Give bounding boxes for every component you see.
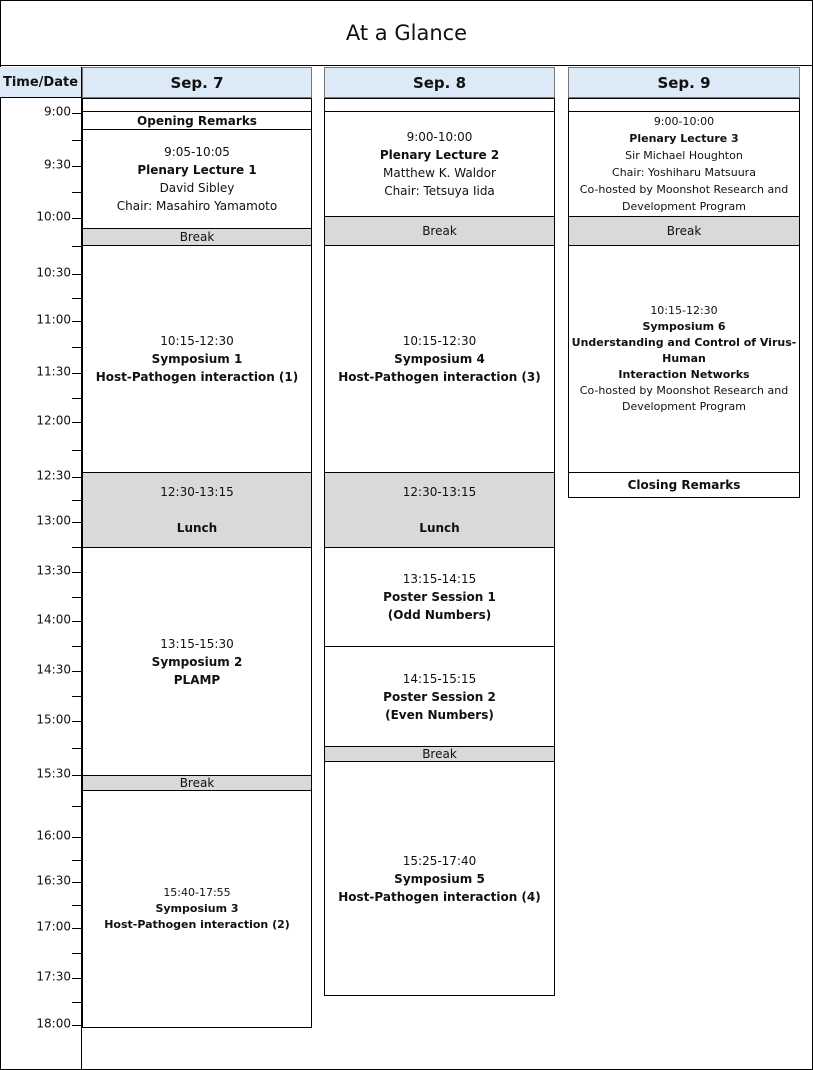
session-time: 10:15-12:30 — [160, 334, 234, 348]
day-header-sep7: Sep. 7 — [82, 67, 312, 98]
time-tick-minor — [72, 398, 81, 399]
session-time: 13:15-15:30 — [160, 636, 234, 651]
sep8-poster-session-1[interactable] — [324, 547, 555, 647]
lunch-time: 12:30-13:15 — [160, 485, 234, 499]
session-speaker: David Sibley — [159, 181, 235, 195]
time-tick-major — [72, 837, 81, 838]
time-tick-minor — [72, 547, 81, 548]
break-label: Break — [666, 224, 702, 238]
time-tick-minor — [72, 748, 81, 749]
session-title: Symposium 4 — [394, 352, 485, 366]
session-time: 9:00-10:00 — [653, 115, 715, 128]
time-tick-major — [72, 775, 81, 776]
sep9-plenary-lecture-3[interactable] — [568, 111, 800, 217]
day-header-sep8: Sep. 8 — [324, 67, 555, 98]
sep7-break-2 — [82, 775, 312, 791]
time-label: 15:30 — [36, 766, 71, 781]
time-label: 12:00 — [36, 413, 71, 428]
sep7-opening-remarks[interactable] — [82, 111, 312, 130]
time-tick-minor — [72, 953, 81, 954]
session-title: Symposium 2 — [151, 654, 243, 669]
time-label: 14:00 — [36, 612, 71, 627]
time-label: 17:30 — [36, 969, 71, 984]
session-subtitle: Host-Pathogen interaction (1) — [95, 370, 299, 384]
session-subtitle: Host-Pathogen interaction (2) — [104, 918, 290, 931]
session-time: 9:05-10:05 — [164, 145, 230, 159]
session-subtitle-line-2: Interaction Networks — [618, 368, 750, 381]
time-tick-major — [72, 928, 81, 929]
session-time: 15:40-17:55 — [163, 886, 231, 899]
session-subtitle: PLAMP — [173, 672, 221, 687]
session-subtitle: Host-Pathogen interaction (4) — [338, 889, 541, 904]
sep7-break-1 — [82, 228, 312, 246]
session-cohost-line-1: Co-hosted by Moonshot Research and — [579, 384, 789, 397]
time-label: 12:30 — [36, 468, 71, 483]
sep8-break-1 — [324, 216, 555, 246]
time-tick-major — [72, 882, 81, 883]
session-subtitle: (Odd Numbers) — [387, 608, 492, 622]
time-label: 17:00 — [36, 919, 71, 934]
sep7-symposium-2[interactable] — [82, 547, 312, 776]
session-title: Plenary Lecture 3 — [629, 132, 739, 145]
time-tick-minor — [72, 806, 81, 807]
time-tick-major — [72, 621, 81, 622]
session-time: 15:25-17:40 — [402, 853, 477, 868]
time-tick-major — [72, 373, 81, 374]
session-cohost-line-1: Co-hosted by Moonshot Research and — [579, 183, 789, 196]
time-label: 15:00 — [36, 712, 71, 727]
time-label: 11:30 — [36, 364, 71, 379]
sep8-poster-session-2[interactable] — [324, 646, 555, 747]
time-tick-major — [72, 113, 81, 114]
session-title: Symposium 5 — [394, 871, 485, 886]
session-speaker: Sir Michael Houghton — [625, 149, 743, 162]
session-time: 14:15-15:15 — [402, 671, 477, 686]
sep9-symposium-6[interactable] — [568, 245, 800, 473]
time-tick-major — [72, 978, 81, 979]
session-time: 10:15-12:30 — [650, 304, 718, 317]
sep9-break-1 — [568, 216, 800, 246]
session-chair: Chair: Yoshiharu Matsuura — [612, 166, 756, 179]
session-subtitle: Host-Pathogen interaction (3) — [338, 370, 541, 384]
time-label: 13:00 — [36, 513, 71, 528]
time-tick-major — [72, 321, 81, 322]
session-speaker: Matthew K. Waldor — [383, 166, 496, 180]
session-subtitle-line-1: Understanding and Control of Virus-Human — [571, 336, 797, 365]
session-chair: Chair: Masahiro Yamamoto — [116, 199, 278, 213]
session-time: 13:15-14:15 — [402, 572, 477, 586]
sep7-symposium-1[interactable] — [82, 245, 312, 473]
sep8-break-2 — [324, 746, 555, 762]
session-cohost-line-2: Development Program — [622, 200, 746, 213]
session-chair: Chair: Tetsuya Iida — [384, 184, 495, 198]
time-tick-minor — [72, 597, 81, 598]
time-tick-minor — [72, 298, 81, 299]
closing-remarks-label: Closing Remarks — [627, 478, 741, 492]
time-tick-major — [72, 274, 81, 275]
sep8-symposium-5[interactable] — [324, 761, 555, 996]
time-tick-major — [72, 721, 81, 722]
lunch-time: 12:30-13:15 — [402, 485, 477, 499]
time-tick-minor — [72, 696, 81, 697]
time-label: 13:30 — [36, 563, 71, 578]
time-label: 9:30 — [44, 157, 71, 172]
time-tick-minor — [72, 500, 81, 501]
time-tick-minor — [72, 192, 81, 193]
session-title: Poster Session 2 — [383, 689, 496, 704]
time-tick-minor — [72, 1002, 81, 1003]
time-label: 16:00 — [36, 828, 71, 843]
session-subtitle: (Even Numbers) — [385, 707, 494, 722]
time-tick-major — [72, 1025, 81, 1026]
session-title: Symposium 1 — [151, 352, 243, 366]
time-label: 14:30 — [36, 662, 71, 677]
session-title: Symposium 6 — [642, 320, 726, 333]
time-tick-major — [72, 477, 81, 478]
sep9-closing-remarks[interactable] — [568, 472, 800, 498]
lunch-label: Lunch — [419, 521, 460, 535]
time-date-header: Time/Date — [0, 67, 82, 98]
sep9-top-strip — [568, 98, 800, 112]
time-tick-major — [72, 166, 81, 167]
lunch-label: Lunch — [176, 521, 218, 535]
session-title: Plenary Lecture 1 — [137, 163, 257, 177]
time-label: 16:30 — [36, 873, 71, 888]
time-label: 9:00 — [44, 104, 71, 119]
break-label: Break — [422, 224, 457, 238]
time-tick-major — [72, 218, 81, 219]
sep7-plenary-lecture-1[interactable] — [82, 129, 312, 229]
sep8-symposium-4[interactable] — [324, 245, 555, 473]
sep8-plenary-lecture-2[interactable] — [324, 111, 555, 217]
session-title: Symposium 3 — [155, 902, 239, 915]
time-tick-major — [72, 422, 81, 423]
break-label: Break — [422, 747, 457, 761]
session-time: 10:15-12:30 — [402, 334, 477, 348]
time-tick-minor — [72, 905, 81, 906]
sep7-lunch — [82, 472, 312, 548]
session-cohost-line-2: Development Program — [622, 400, 746, 413]
sep8-lunch — [324, 472, 555, 548]
sep7-top-strip — [82, 98, 312, 112]
time-tick-minor — [72, 140, 81, 141]
break-label: Break — [179, 230, 215, 244]
time-label: 18:00 — [36, 1016, 71, 1031]
page-title: At a Glance — [0, 0, 813, 66]
sep7-symposium-3[interactable] — [82, 790, 312, 1028]
session-title: Poster Session 1 — [383, 590, 496, 604]
day-header-sep9: Sep. 9 — [568, 67, 800, 98]
time-tick-minor — [72, 450, 81, 451]
time-tick-minor — [72, 347, 81, 348]
time-tick-minor — [72, 860, 81, 861]
time-tick-minor — [72, 246, 81, 247]
opening-remarks-label: Opening Remarks — [137, 113, 257, 128]
time-label: 10:30 — [36, 265, 71, 280]
session-time: 9:00-10:00 — [406, 130, 473, 144]
session-title: Plenary Lecture 2 — [379, 148, 500, 162]
time-tick-minor — [72, 646, 81, 647]
time-label: 10:00 — [36, 209, 71, 224]
time-tick-major — [72, 522, 81, 523]
break-label: Break — [179, 776, 215, 790]
time-label: 11:00 — [36, 312, 71, 327]
time-tick-major — [72, 671, 81, 672]
sep8-top-strip — [324, 98, 555, 112]
time-tick-major — [72, 572, 81, 573]
